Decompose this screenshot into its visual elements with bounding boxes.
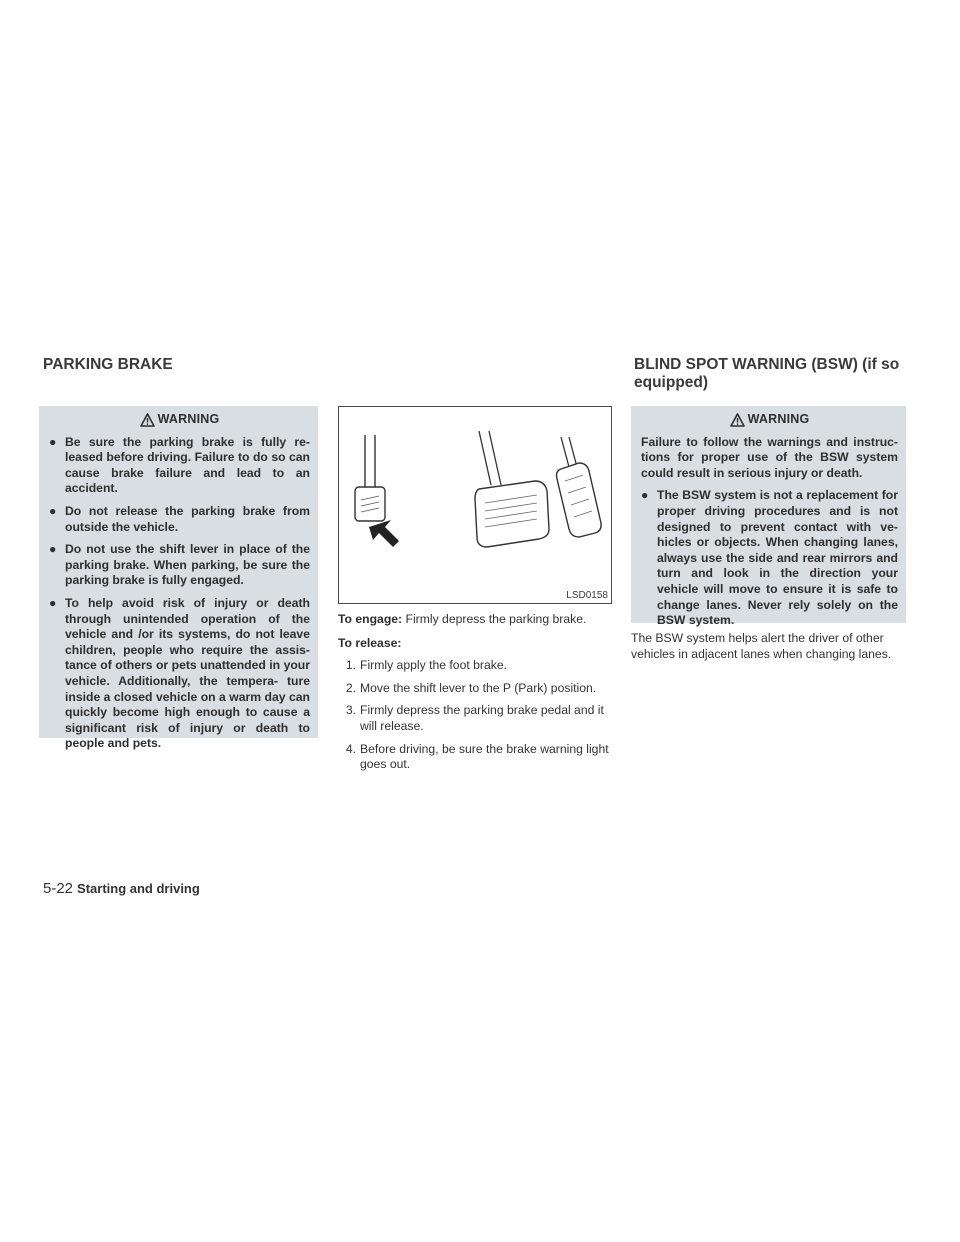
bullet-icon: ● [641, 488, 649, 503]
warning-bullet: ● The BSW system is not a replacement for proper driving procedures and is not designed to prevent contact with ve- hicles or objects. When changing lanes, always use the side and rear mirrors and turn and look in the direction your vehicle will move to ensure it is safe to change lanes. Never rely solely on the BSW system. [641, 488, 898, 628]
bullet-icon: ● [49, 595, 57, 610]
bullet-icon: ● [49, 434, 57, 449]
parking-brake-figure [338, 406, 612, 604]
warning-label: WARNING [747, 412, 810, 426]
release-step: 3. Firmly depress the parking brake pedal and it will release. [345, 703, 604, 733]
figure-label: LSD0158 [566, 590, 608, 601]
section-title-parking-brake: PARKING BRAKE [43, 356, 173, 373]
middle-column [338, 406, 613, 773]
warning-triangle-icon [140, 413, 155, 427]
right-column [631, 406, 906, 662]
release-step: 2. Move the shift lever to the P (Park) position. [345, 680, 597, 695]
warning-bullet: ● Do not use the shift lever in place of the parking brake. When parking, be sure the parking brake is fully engaged. [49, 542, 310, 588]
left-column [39, 406, 318, 751]
warning-bullet: ● Do not release the parking brake from outside the vehicle. [49, 503, 310, 534]
release-step: 4. Before driving, be sure the brake warning light goes out. [345, 741, 609, 772]
page-footer [43, 880, 200, 897]
bsw-paragraph: The BSW system helps alert the driver of other vehicles in adjacent lanes when changing lanes. [631, 631, 892, 661]
warning-label: WARNING [157, 412, 220, 426]
section-title-bsw: BLIND SPOT WARNING (BSW) (if so equipped) [634, 356, 900, 391]
release-label: To release: [338, 635, 402, 650]
engage-label: To engage: [338, 612, 403, 626]
warning-header [641, 412, 898, 428]
release-step: 1. Firmly apply the foot brake. [345, 658, 507, 673]
warning-box-bsw [631, 406, 906, 628]
warning-triangle-icon [730, 413, 745, 427]
bullet-icon: ● [49, 542, 57, 557]
release-block [338, 636, 613, 773]
warning-bullet: ● To help avoid risk of injury or death through unintended operation of the vehicle and /or its systems, do not leave children, people who require the assis- tance of others or pets unattended in your vehicle. Additionally, the tempera- ture inside a closed vehicle on a warm day can quickly become high enough to cause a significant risk of injury or death to people and pets. [49, 595, 310, 751]
bullet-icon: ● [49, 503, 57, 518]
engage-text: Firmly depress the parking brake. [405, 612, 587, 626]
page-number: 5-22 [43, 880, 74, 897]
warning-bullet: ● Be sure the parking brake is fully re- leased before driving. Failure to do so can cause brake failure and lead to an accident. [49, 434, 310, 496]
warning-header [49, 412, 310, 428]
footer-section-name: Starting and driving [77, 881, 200, 896]
warning-intro: Failure to follow the warnings and instruc- tions for proper use of the BSW system could result in serious injury or death. [641, 434, 898, 480]
engage-paragraph [338, 612, 613, 628]
warning-box-parking-brake [39, 406, 318, 751]
parking-brake-pedal-illustration-icon [339, 407, 611, 603]
